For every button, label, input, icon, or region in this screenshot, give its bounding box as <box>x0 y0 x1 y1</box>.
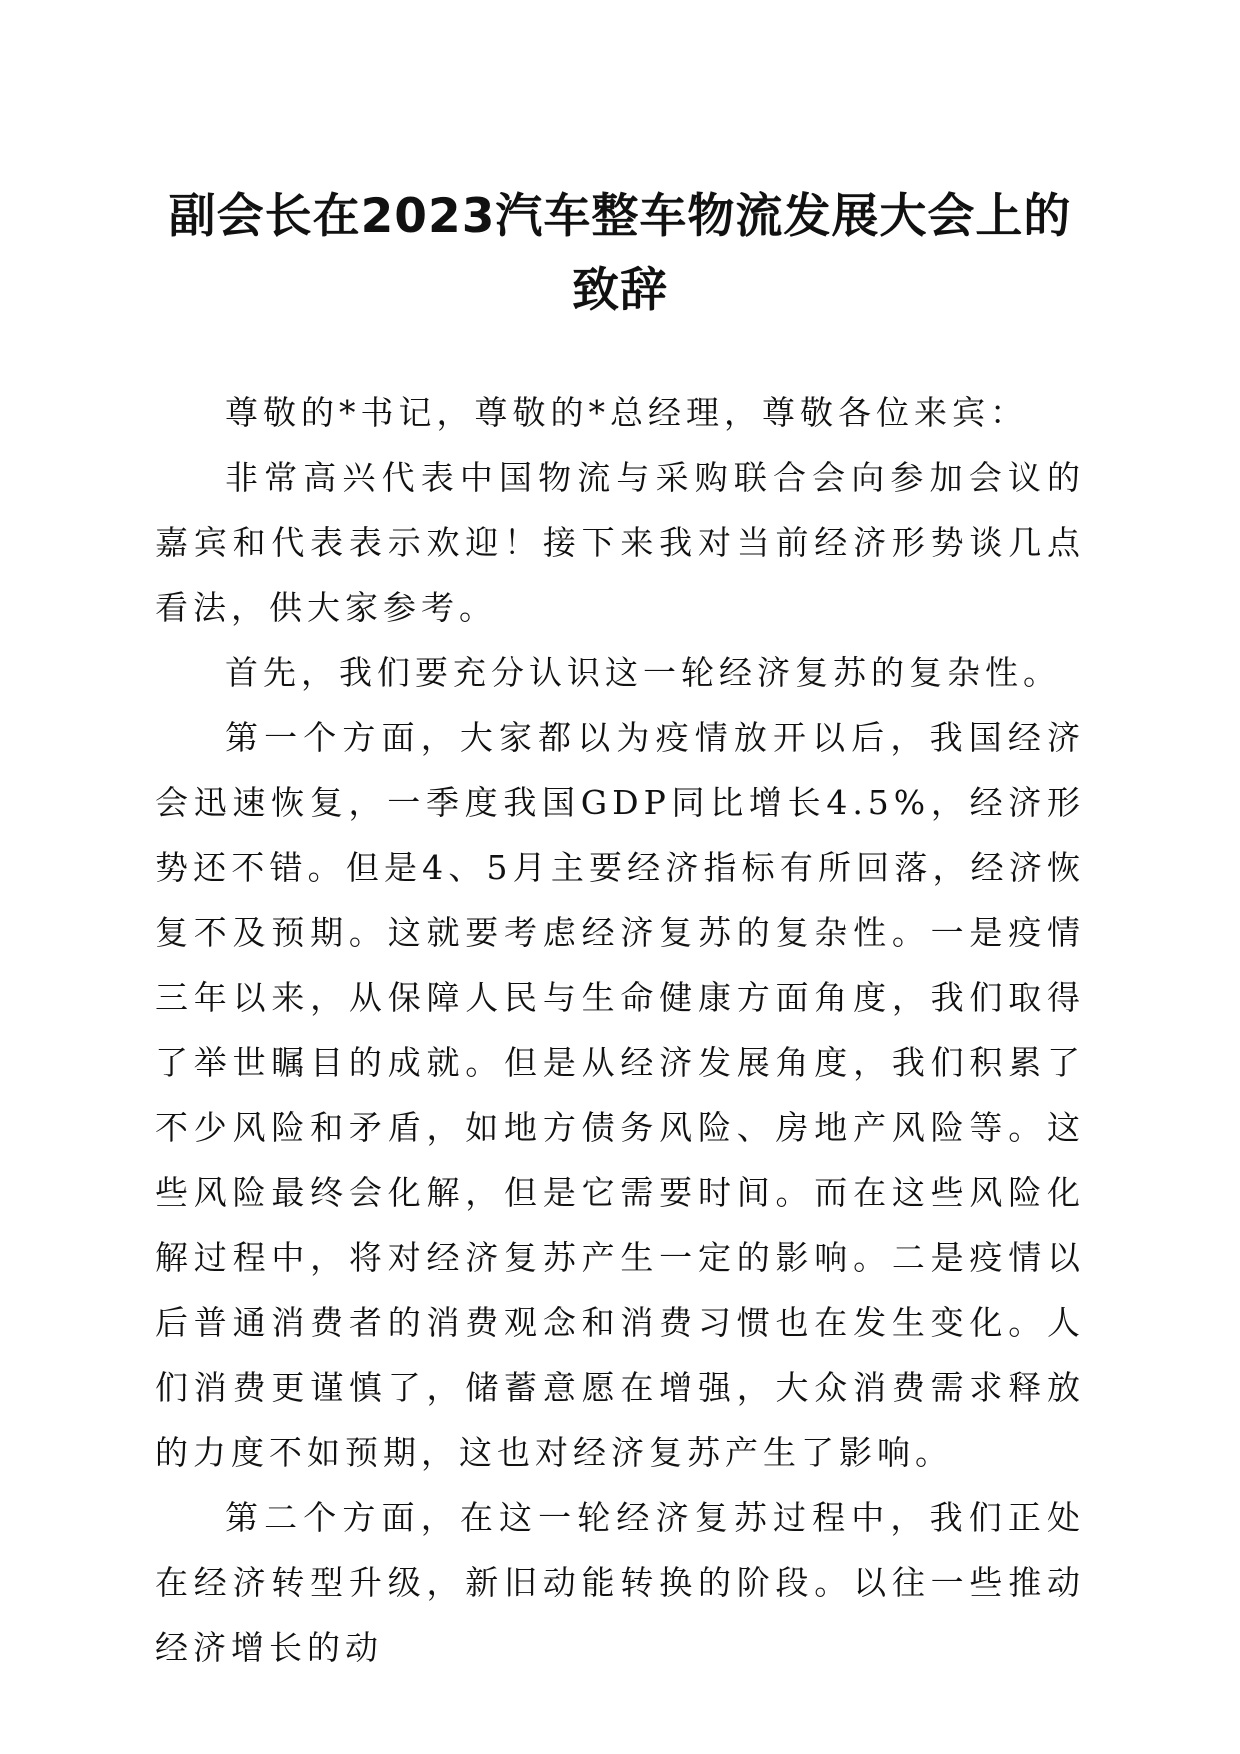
first-aspect-paragraph: 第一个方面，大家都以为疫情放开以后，我国经济会迅速恢复，一季度我国GDP同比增长4.5%，经济形势还不错。但是4、5月主要经济指标有所回落，经济恢复不及预期。这就要考虑经济复苏的复杂性。一是疫情三年以来，从保障人民与生命健康方面角度，我们取得了举世瞩目的成就。但是从经济发展角度，我们积累了不少风险和矛盾，如地方债务风险、房地产风险等。这些风险最终会化解，但是它需要时间。而在这些风险化解过程中，将对经济复苏产生一定的影响。二是疫情以后普通消费者的消费观念和消费习惯也在发生变化。人们消费更谨慎了，储蓄意愿在增强，大众消费需求释放的力度不如预期，这也对经济复苏产生了影响。 <box>155 718 1085 1472</box>
document-body <box>155 380 1085 1680</box>
first-point-paragraph: 首先，我们要充分认识这一轮经济复苏的复杂性。 <box>225 653 1061 692</box>
welcome-paragraph: 非常高兴代表中国物流与采购联合会向参加会议的嘉宾和代表表示欢迎！接下来我对当前经济形势谈几点看法，供大家参考。 <box>155 458 1085 627</box>
second-aspect-paragraph: 第二个方面，在这一轮经济复苏过程中，我们正处在经济转型升级，新旧动能转换的阶段。以往一些推动经济增长的动 <box>155 1498 1085 1667</box>
document-title: 副会长在2023汽车整车物流发展大会上的致辞 <box>168 189 1072 318</box>
salutation-paragraph: 尊敬的*书记，尊敬的*总经理，尊敬各位来宾： <box>225 393 1028 432</box>
